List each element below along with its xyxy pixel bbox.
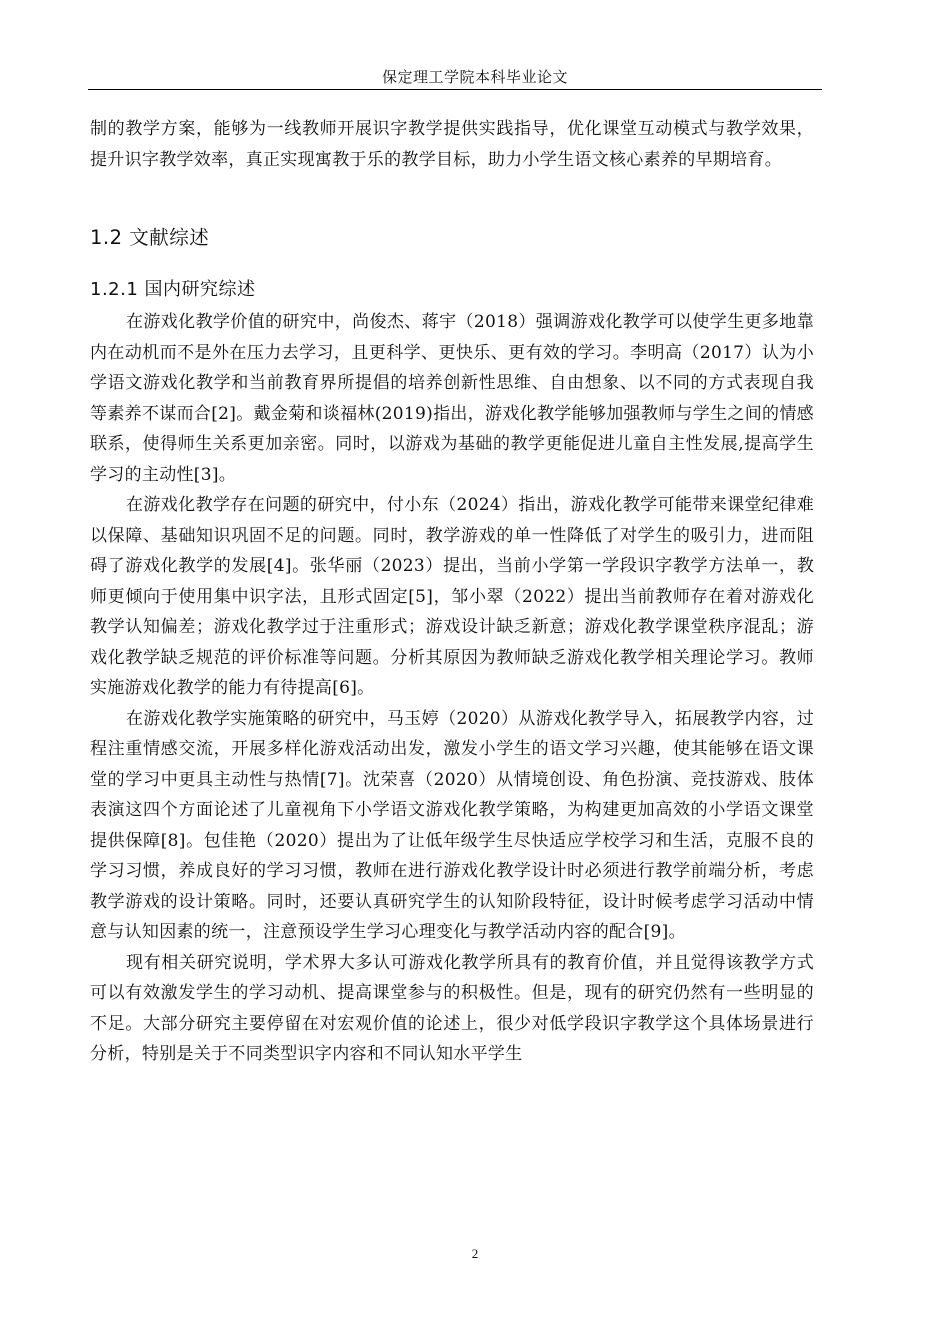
paragraph-strategy-research: 在游戏化教学实施策略的研究中，马玉婷（2020）从游戏化教学导入，拓展教学内容，过程注重情感交流，开展多样化游戏活动出发，激发小学生的语文学习兴趣，使其能够在语文课堂的学习中更具主动性与热情[7]。沈荣喜（2020）从情境创设、角色扮演、竞技游戏、肢体表演这四个方面论述了儿童视角下小学语文游戏化教学策略，为构建更加高效的小学语文课堂提供保障[8]。包佳艳（2020）提出为了让低年级学生尽快适应学校学习和生活，克服不良的学习习惯，养成良好的学习习惯，教师在进行游戏化教学设计时必须进行教学前端分析，考虑教学游戏的设计策略。同时，还要认真研究学生的认知阶段特征，设计时候考虑学习活动中情意与认知因素的统一，注意预设学生学习心理变化与教学活动内容的配合[9]。 [90, 708, 814, 942]
page-number: 2 [471, 1246, 479, 1261]
intro-paragraph: 制的教学方案，能够为一线教师开展识字教学提供实践指导，优化课堂互动模式与教学效果，提升识字教学效率，真正实现寓教于乐的教学目标，助力小学生语文核心素养的早期培育。 [90, 119, 814, 170]
section-heading: 1.2 文献综述 [90, 226, 210, 249]
running-header: 保定理工学院本科毕业论文 [381, 70, 568, 86]
paragraph-value-research: 在游戏化教学价值的研究中，尚俊杰、蒋宇（2018）强调游戏化教学可以使学生更多地靠内在动机而不是外在压力去学习，且更科学、更快乐、更有效的学习。李明高（2017）认为小学语文游戏化教学和当前教育界所提倡的培养创新性思维、自由想象、以不同的方式表现自我等素养不谋而合[2]。戴金菊和谈福林(2019)指出，游戏化教学能够加强教师与学生之间的情感联系，使得师生关系更加亲密。同时，以游戏为基础的教学更能促进儿童自主性发展,提高学生学习的主动性[3]。 [90, 312, 814, 485]
header-rule [88, 89, 822, 90]
subsection-heading: 1.2.1 国内研究综述 [90, 279, 256, 300]
paragraph-summary: 现有相关研究说明，学术界大多认可游戏化教学所具有的教育价值，并且觉得该教学方式可以有效激发学生的学习动机、提高课堂参与的积极性。但是，现有的研究仍然有一些明显的不足。大部分研究主要停留在对宏观价值的论述上，很少对低学段识字教学这个具体场景进行分析，特别是关于不同类型识字内容和不同认知水平学生 [90, 952, 814, 1064]
paragraph-problem-research: 在游戏化教学存在问题的研究中，付小东（2024）指出，游戏化教学可能带来课堂纪律难以保障、基础知识巩固不足的问题。同时，教学游戏的单一性降低了对学生的吸引力，进而阻碍了游戏化教学的发展[4]。张华丽（2023）提出，当前小学第一学段识字教学方法单一，教师更倾向于使用集中识字法，且形式固定[5]，邹小翠（2022）提出当前教师存在着对游戏化教学认知偏差；游戏化教学过于注重形式；游戏设计缺乏新意；游戏化教学课堂秩序混乱；游戏化教学缺乏规范的评价标准等问题。分析其原因为教师缺乏游戏化教学相关理论学习。教师实施游戏化教学的能力有待提高[6]。 [90, 495, 814, 698]
document-body [90, 114, 814, 1070]
